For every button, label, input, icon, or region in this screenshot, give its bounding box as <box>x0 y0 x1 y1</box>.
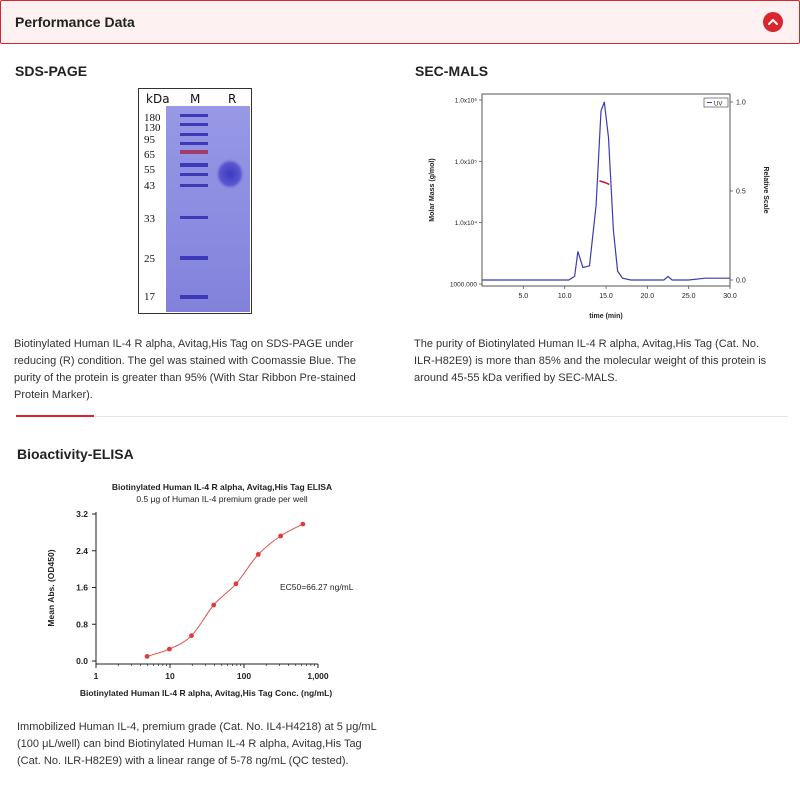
gel-marker-lane-label: M <box>190 92 201 106</box>
caption-line: ILR-H82E9) is more than 85% and the molecular weight of this protein is <box>414 355 767 367</box>
mw-label: 65 <box>144 149 155 161</box>
chart-subtitle: 0.5 μg of Human IL-4 premium grade per well <box>136 494 308 504</box>
sec-mals-chart <box>420 86 780 326</box>
caption-line: purity of the protein is greater than 95% (With Star Ribbon Pre-stained <box>14 372 356 384</box>
gel-reduced-lane-label: R <box>228 92 237 106</box>
x-tick-label: 25.0 <box>681 293 696 300</box>
y-tick-label: 1.6 <box>76 582 88 593</box>
y-tick-label: 2.4 <box>76 545 88 556</box>
x-tick-label: 1 <box>93 671 99 681</box>
mw-label: 43 <box>144 180 155 192</box>
data-point <box>301 522 306 527</box>
ec50-annotation: EC50=66.27 ng/mL <box>280 582 354 592</box>
y-tick-label: 0.8 <box>76 619 88 630</box>
y-tick-label: 0.0 <box>76 656 88 666</box>
data-point <box>189 633 194 638</box>
y-left-tick-label: 1.0x10⁴ <box>454 220 477 228</box>
x-tick-label: 10.0 <box>557 293 572 300</box>
data-point <box>278 534 283 539</box>
caption-line: Biotinylated Human IL-4 R alpha, Avitag,His Tag on SDS-PAGE under <box>14 338 354 350</box>
caption-line: around 45-55 kDa verified by SEC-MALS. <box>414 372 618 384</box>
data-point <box>211 603 216 608</box>
x-tick-label: 20.0 <box>640 293 655 300</box>
data-point <box>145 654 150 659</box>
y-axis-label: Mean Abs. (OD450) <box>46 549 56 627</box>
x-axis-label: Biotinylated Human IL-4 R alpha, Avitag,His Tag Conc. (ng/mL) <box>79 688 333 698</box>
x-tick-label: 10 <box>165 671 175 681</box>
sample-band <box>215 158 245 190</box>
mw-label: 25 <box>144 253 155 265</box>
mw-label: 33 <box>144 213 155 225</box>
mw-label: 130 <box>144 122 161 134</box>
mw-label: 95 <box>144 134 155 146</box>
y-left-tick-label: 1.0x10⁵ <box>454 158 477 166</box>
y-tick-label: 3.2 <box>76 509 88 519</box>
sec-mals-heading: SEC-MALS <box>415 63 489 79</box>
x-tick-label: 100 <box>236 671 252 681</box>
collapse-button[interactable] <box>763 12 783 32</box>
data-point <box>234 581 239 586</box>
mw-label: 17 <box>144 291 155 303</box>
chart-title: Biotinylated Human IL-4 R alpha, Avitag,His Tag ELISA <box>111 482 333 492</box>
chevron-up-icon <box>767 16 779 28</box>
x-tick-label: 30.0 <box>723 293 737 300</box>
x-tick-label: 5.0 <box>518 293 529 300</box>
bioactivity-elisa-heading: Bioactivity-ELISA <box>17 446 134 462</box>
y-axis-label: Molar Mass (g/mol) <box>429 158 436 222</box>
elisa-caption <box>17 719 397 770</box>
data-point <box>256 552 261 557</box>
sds-page-heading: SDS-PAGE <box>15 63 88 79</box>
caption-line: Immobilized Human IL-4, premium grade (Cat. No. IL4-H4218) at 5 μg/mL <box>17 721 377 733</box>
caption-line: Protein Marker). <box>14 389 93 401</box>
x-tick-label: 15.0 <box>599 293 613 300</box>
caption-line: (100 μL/well) can bind Biotinylated Human IL-4 R alpha, Avitag,His Tag <box>17 738 362 750</box>
performance-data-header <box>0 0 800 44</box>
gel-lanes <box>166 106 250 312</box>
sec-mals-caption <box>414 336 784 387</box>
elisa-chart <box>40 474 400 710</box>
panel-title: Performance Data <box>15 14 135 30</box>
data-point <box>167 647 172 652</box>
y-left-tick-label: 1000.000 <box>449 281 477 289</box>
caption-line: (Cat. No. ILR-H82E9) with a linear range of 5-78 ng/mL (QC tested). <box>17 755 349 767</box>
section-divider <box>16 416 788 417</box>
mw-label: 55 <box>144 164 155 176</box>
legend-label: UV <box>714 101 723 108</box>
y-right-tick-label: 0.0 <box>736 277 746 285</box>
chart-legend <box>704 98 728 108</box>
y-left-tick-label: 1.0x10⁶ <box>454 97 477 105</box>
y-axis-right-label: Relative Scale <box>762 166 769 214</box>
sds-page-caption <box>14 336 384 404</box>
x-axis-label: time (min) <box>589 313 623 320</box>
section-divider-accent <box>16 415 94 417</box>
y-right-tick-label: 1.0 <box>736 99 746 107</box>
caption-line: The purity of Biotinylated Human IL-4 R alpha, Avitag,His Tag (Cat. No. <box>414 338 760 350</box>
y-right-tick-label: 0.5 <box>736 188 746 196</box>
gel-kda-label: kDa <box>146 92 170 106</box>
mw-label: 180 <box>144 112 161 124</box>
x-tick-label: 1,000 <box>307 671 329 681</box>
caption-line: reducing (R) condition. The gel was stained with Coomassie Blue. The <box>14 355 356 367</box>
